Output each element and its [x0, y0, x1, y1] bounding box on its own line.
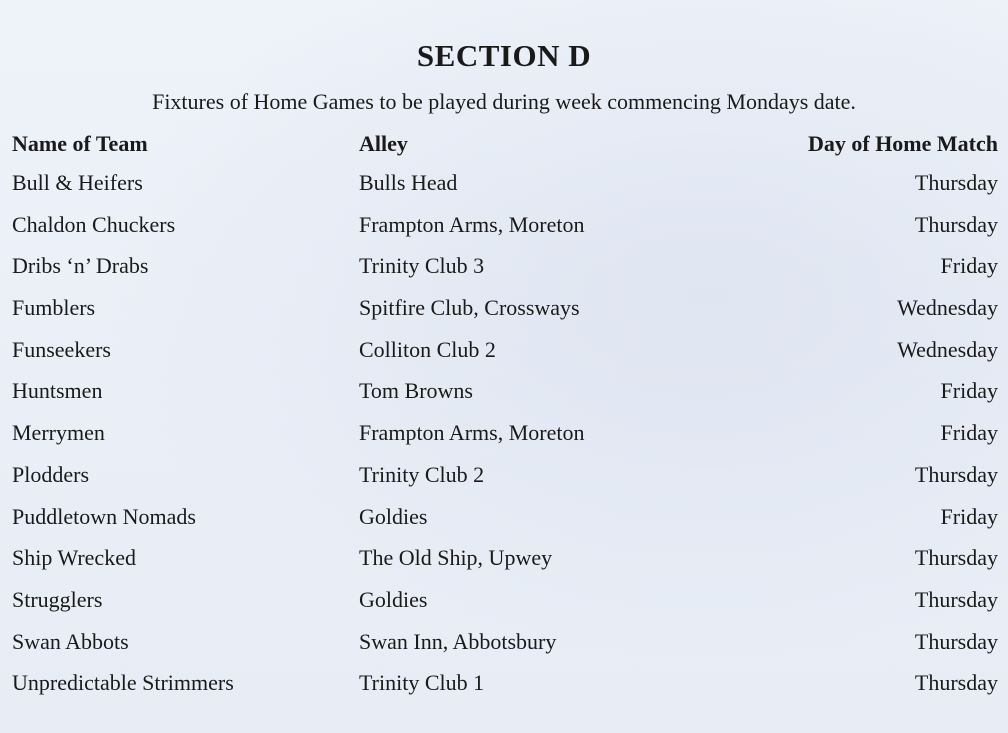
table-row: [12, 245, 998, 287]
section-title: SECTION D: [416, 38, 592, 73]
alley-name: Goldies: [359, 503, 428, 529]
table-row: [12, 579, 998, 621]
match-day: Friday: [940, 503, 998, 529]
fixtures-table: [12, 126, 998, 704]
table-row: [12, 496, 998, 538]
alley-name: Trinity Club 2: [359, 461, 485, 487]
match-day: Thursday: [914, 170, 998, 195]
team-name: Chaldon Chuckers: [12, 211, 176, 237]
alley-name: Colliton Club 2: [359, 336, 496, 362]
alley-name: Spitfire Club, Crossways: [359, 295, 580, 321]
match-day: Wednesday: [897, 336, 998, 362]
table-header-row: [12, 126, 998, 162]
alley-name: Trinity Club 1: [359, 670, 485, 696]
table-row: [12, 662, 998, 704]
match-day: Wednesday: [897, 295, 998, 321]
team-name: Bull & Heifers: [12, 170, 143, 195]
header-team: Name of Team: [12, 131, 148, 156]
team-name: Puddletown Nomads: [12, 503, 196, 529]
team-name: Ship Wrecked: [12, 545, 136, 571]
table-row: [12, 621, 998, 663]
team-name: Plodders: [12, 461, 89, 487]
match-day: Friday: [940, 420, 998, 446]
alley-name: Trinity Club 3: [359, 253, 485, 279]
team-name: Dribs ‘n’ Drabs: [12, 253, 149, 279]
header-day: Day of Home Match: [807, 131, 998, 156]
alley-name: Tom Browns: [359, 378, 473, 404]
match-day: Thursday: [914, 211, 998, 237]
team-name: Funseekers: [12, 336, 111, 362]
team-name: Huntsmen: [12, 378, 103, 404]
team-name: Swan Abbots: [12, 628, 129, 654]
team-name: Unpredictable Strimmers: [12, 670, 234, 696]
team-name: Fumblers: [12, 295, 96, 321]
alley-name: Goldies: [359, 586, 428, 612]
alley-name: Frampton Arms, Moreton: [359, 211, 585, 237]
match-day: Thursday: [914, 586, 998, 612]
match-day: Thursday: [914, 545, 998, 571]
table-row: [12, 287, 998, 329]
match-day: Friday: [940, 253, 998, 279]
alley-name: Frampton Arms, Moreton: [359, 420, 585, 446]
section-subtitle: Fixtures of Home Games to be played during week commencing Mondays date.: [152, 89, 856, 114]
team-name: Strugglers: [12, 586, 103, 612]
header-alley: Alley: [359, 131, 408, 156]
alley-name: Bulls Head: [359, 170, 458, 195]
table-row: [12, 329, 998, 371]
team-name: Merrymen: [12, 420, 105, 446]
table-row: [12, 454, 998, 496]
table-row: [12, 412, 998, 454]
match-day: Thursday: [914, 628, 998, 654]
table-row: [12, 204, 998, 246]
table-row: [12, 370, 998, 412]
alley-name: Swan Inn, Abbotsbury: [359, 628, 557, 654]
match-day: Friday: [940, 378, 998, 404]
table-row: [12, 162, 998, 204]
match-day: Thursday: [914, 670, 998, 696]
table-row: [12, 537, 998, 579]
match-day: Thursday: [914, 461, 998, 487]
alley-name: The Old Ship, Upwey: [359, 545, 553, 571]
